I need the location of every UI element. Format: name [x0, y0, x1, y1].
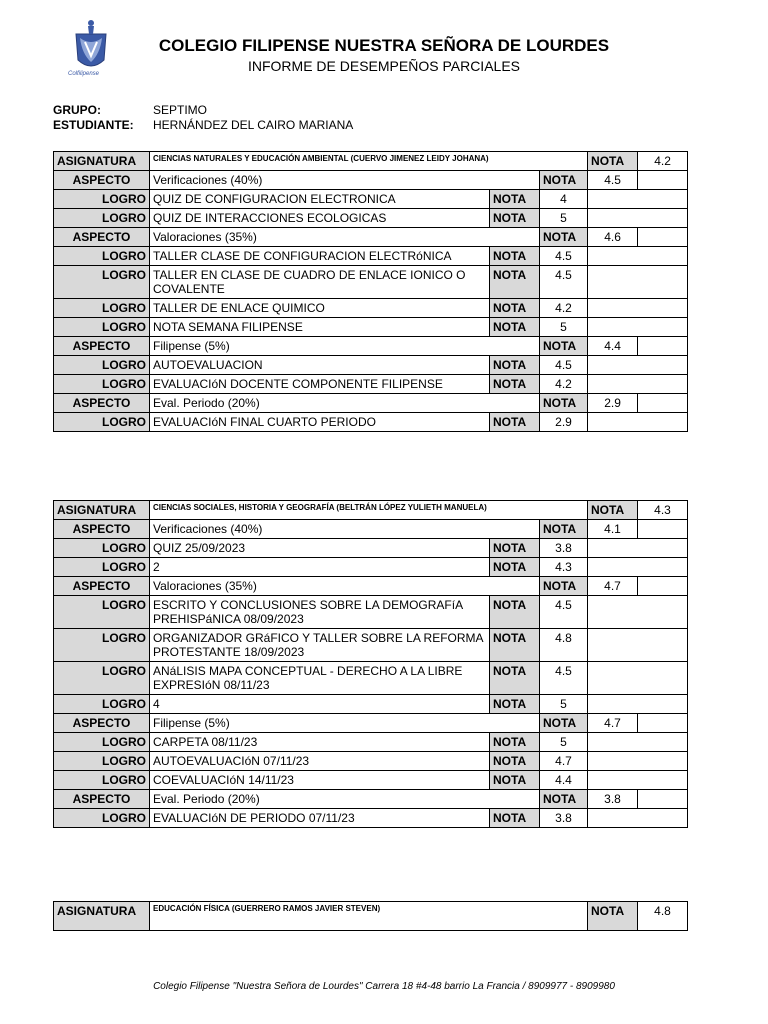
empty-cell — [588, 356, 688, 375]
achievement-grade: 2.9 — [540, 413, 588, 432]
empty-cell — [638, 337, 688, 356]
logro-label: LOGRO — [54, 733, 150, 752]
achievement-grade: 5 — [540, 209, 588, 228]
achievement-nota-label: NOTA — [490, 596, 540, 629]
empty-cell — [588, 695, 688, 714]
aspecto-label: ASPECTO — [54, 714, 150, 733]
achievement-grade: 5 — [540, 318, 588, 337]
aspect-grade: 4.1 — [588, 520, 638, 539]
empty-cell — [638, 228, 688, 247]
subject-name: CIENCIAS NATURALES Y EDUCACIÓN AMBIENTAL (CUERVO JIMENEZ LEIDY JOHANA) — [150, 152, 588, 171]
achievement-grade: 4.5 — [540, 662, 588, 695]
logro-label: LOGRO — [54, 596, 150, 629]
achievement-row — [54, 356, 688, 375]
subject-table — [53, 901, 688, 931]
achievement-grade: 4.5 — [540, 596, 588, 629]
achievement-nota-label: NOTA — [490, 356, 540, 375]
achievement-text: 2 — [150, 558, 490, 577]
logro-label: LOGRO — [54, 413, 150, 432]
achievement-text: 4 — [150, 695, 490, 714]
aspecto-label: ASPECTO — [54, 577, 150, 596]
subject-nota-label: NOTA — [588, 152, 638, 171]
achievement-grade: 4.5 — [540, 356, 588, 375]
empty-cell — [638, 520, 688, 539]
aspect-row — [54, 520, 688, 539]
achievement-row — [54, 209, 688, 228]
aspect-grade: 4.7 — [588, 714, 638, 733]
empty-cell — [588, 266, 688, 299]
empty-cell — [588, 413, 688, 432]
achievement-nota-label: NOTA — [490, 209, 540, 228]
aspecto-label: ASPECTO — [54, 171, 150, 190]
aspecto-label: ASPECTO — [54, 790, 150, 809]
aspect-grade: 4.7 — [588, 577, 638, 596]
achievement-grade: 4.7 — [540, 752, 588, 771]
school-name: COLEGIO FILIPENSE NUESTRA SEÑORA DE LOURDES — [158, 36, 610, 55]
aspect-grade: 4.6 — [588, 228, 638, 247]
empty-cell — [588, 539, 688, 558]
logro-label: LOGRO — [54, 318, 150, 337]
aspect-grade: 3.8 — [588, 790, 638, 809]
achievement-nota-label: NOTA — [490, 375, 540, 394]
achievement-nota-label: NOTA — [490, 413, 540, 432]
logro-label: LOGRO — [54, 375, 150, 394]
achievement-nota-label: NOTA — [490, 809, 540, 828]
subject-header-row — [54, 152, 688, 171]
logro-label: LOGRO — [54, 190, 150, 209]
achievement-text: TALLER DE ENLACE QUIMICO — [150, 299, 490, 318]
aspect-nota-label: NOTA — [540, 520, 588, 539]
empty-cell — [588, 662, 688, 695]
aspect-nota-label: NOTA — [540, 228, 588, 247]
achievement-row — [54, 318, 688, 337]
logro-label: LOGRO — [54, 771, 150, 790]
aspecto-label: ASPECTO — [54, 337, 150, 356]
aspecto-label: ASPECTO — [54, 228, 150, 247]
logro-label: LOGRO — [54, 809, 150, 828]
aspect-name: Valoraciones (35%) — [150, 228, 540, 247]
achievement-grade: 4.5 — [540, 247, 588, 266]
subject-table — [53, 500, 688, 828]
student-label: ESTUDIANTE: — [53, 118, 134, 132]
achievement-row — [54, 596, 688, 629]
subject-grade: 4.8 — [638, 902, 688, 931]
achievement-text: ORGANIZADOR GRáFICO Y TALLER SOBRE LA REFORMA PROTESTANTE 18/09/2023 — [150, 629, 490, 662]
logro-label: LOGRO — [54, 356, 150, 375]
aspect-grade: 2.9 — [588, 394, 638, 413]
achievement-row — [54, 413, 688, 432]
empty-cell — [588, 318, 688, 337]
subject-table — [53, 151, 688, 432]
footer: Colegio Filipense "Nuestra Señora de Lourdes" Carrera 18 #4-48 barrio La Francia / 8909977 - 8909980 — [153, 981, 615, 992]
empty-cell — [638, 790, 688, 809]
aspect-grade: 4.5 — [588, 171, 638, 190]
empty-cell — [588, 209, 688, 228]
achievement-text: TALLER EN CLASE DE CUADRO DE ENLACE IONICO O COVALENTE — [150, 266, 490, 299]
logro-label: LOGRO — [54, 662, 150, 695]
achievement-nota-label: NOTA — [490, 190, 540, 209]
aspect-name: Eval. Periodo (20%) — [150, 394, 540, 413]
achievement-grade: 4.2 — [540, 299, 588, 318]
achievement-text: ANáLISIS MAPA CONCEPTUAL - DERECHO A LA LIBRE EXPRESIóN 08/11/23 — [150, 662, 490, 695]
aspect-nota-label: NOTA — [540, 394, 588, 413]
achievement-row — [54, 266, 688, 299]
achievement-grade: 4 — [540, 190, 588, 209]
logro-label: LOGRO — [54, 299, 150, 318]
aspect-row — [54, 790, 688, 809]
achievement-text: QUIZ DE CONFIGURACION ELECTRONICA — [150, 190, 490, 209]
achievement-row — [54, 247, 688, 266]
achievement-row — [54, 539, 688, 558]
empty-cell — [638, 394, 688, 413]
aspect-row — [54, 577, 688, 596]
logro-label: LOGRO — [54, 558, 150, 577]
aspect-nota-label: NOTA — [540, 714, 588, 733]
subject-header-row — [54, 902, 688, 931]
achievement-row — [54, 771, 688, 790]
group-value: SEPTIMO — [153, 103, 208, 117]
achievement-grade: 3.8 — [540, 809, 588, 828]
empty-cell — [638, 714, 688, 733]
achievement-grade: 4.5 — [540, 266, 588, 299]
aspecto-label: ASPECTO — [54, 520, 150, 539]
subject-nota-label: NOTA — [588, 902, 638, 931]
achievement-row — [54, 558, 688, 577]
empty-cell — [588, 809, 688, 828]
achievement-text: EVALUACIóN DOCENTE COMPONENTE FILIPENSE — [150, 375, 490, 394]
achievement-text: QUIZ DE INTERACCIONES ECOLOGICAS — [150, 209, 490, 228]
achievement-text: QUIZ 25/09/2023 — [150, 539, 490, 558]
logro-label: LOGRO — [54, 695, 150, 714]
aspect-nota-label: NOTA — [540, 337, 588, 356]
achievement-grade: 4.3 — [540, 558, 588, 577]
subject-name: CIENCIAS SOCIALES, HISTORIA Y GEOGRAFÍA (BELTRÁN LÓPEZ YULIETH MANUELA) — [150, 501, 588, 520]
logro-label: LOGRO — [54, 752, 150, 771]
achievement-nota-label: NOTA — [490, 752, 540, 771]
aspecto-label: ASPECTO — [54, 394, 150, 413]
empty-cell — [638, 171, 688, 190]
empty-cell — [638, 577, 688, 596]
achievement-row — [54, 662, 688, 695]
achievement-nota-label: NOTA — [490, 247, 540, 266]
aspect-row — [54, 714, 688, 733]
logro-label: LOGRO — [54, 266, 150, 299]
aspect-name: Verificaciones (40%) — [150, 520, 540, 539]
student-value: HERNÁNDEZ DEL CAIRO MARIANA — [153, 118, 354, 132]
logro-label: LOGRO — [54, 539, 150, 558]
aspect-row — [54, 171, 688, 190]
achievement-nota-label: NOTA — [490, 539, 540, 558]
achievement-row — [54, 375, 688, 394]
asignatura-label: ASIGNATURA — [54, 152, 150, 171]
logo-text: Colfilipense — [68, 71, 100, 77]
achievement-grade: 4.4 — [540, 771, 588, 790]
achievement-row — [54, 190, 688, 209]
subject-name: EDUCACIÓN FÍSICA (GUERRERO RAMOS JAVIER STEVEN) — [150, 902, 588, 931]
achievement-row — [54, 733, 688, 752]
achievement-nota-label: NOTA — [490, 558, 540, 577]
logro-label: LOGRO — [54, 247, 150, 266]
achievement-nota-label: NOTA — [490, 695, 540, 714]
achievement-grade: 3.8 — [540, 539, 588, 558]
empty-cell — [588, 375, 688, 394]
achievement-nota-label: NOTA — [490, 771, 540, 790]
achievement-nota-label: NOTA — [490, 629, 540, 662]
aspect-name: Verificaciones (40%) — [150, 171, 540, 190]
achievement-nota-label: NOTA — [490, 662, 540, 695]
aspect-grade: 4.4 — [588, 337, 638, 356]
empty-cell — [588, 190, 688, 209]
subject-grade: 4.2 — [638, 152, 688, 171]
achievement-grade: 4.8 — [540, 629, 588, 662]
asignatura-label: ASIGNATURA — [54, 902, 150, 931]
achievement-grade: 4.2 — [540, 375, 588, 394]
achievement-row — [54, 695, 688, 714]
achievement-nota-label: NOTA — [490, 266, 540, 299]
achievement-row — [54, 629, 688, 662]
subject-nota-label: NOTA — [588, 501, 638, 520]
report-title: INFORME DE DESEMPEÑOS PARCIALES — [247, 58, 520, 74]
achievement-text: NOTA SEMANA FILIPENSE — [150, 318, 490, 337]
aspect-name: Filipense (5%) — [150, 337, 540, 356]
achievement-text: TALLER CLASE DE CONFIGURACION ELECTRóNICA — [150, 247, 490, 266]
achievement-row — [54, 299, 688, 318]
aspect-row — [54, 337, 688, 356]
subject-grade: 4.3 — [638, 501, 688, 520]
empty-cell — [588, 299, 688, 318]
achievement-row — [54, 752, 688, 771]
achievement-grade: 5 — [540, 733, 588, 752]
aspect-name: Filipense (5%) — [150, 714, 540, 733]
achievement-text: ESCRITO Y CONCLUSIONES SOBRE LA DEMOGRAFíA PREHISPáNICA 08/09/2023 — [150, 596, 490, 629]
achievement-nota-label: NOTA — [490, 299, 540, 318]
empty-cell — [588, 596, 688, 629]
achievement-grade: 5 — [540, 695, 588, 714]
group-label: GRUPO: — [53, 103, 101, 117]
aspect-nota-label: NOTA — [540, 577, 588, 596]
aspect-nota-label: NOTA — [540, 171, 588, 190]
aspect-row — [54, 394, 688, 413]
empty-cell — [588, 733, 688, 752]
achievement-text: CARPETA 08/11/23 — [150, 733, 490, 752]
aspect-name: Eval. Periodo (20%) — [150, 790, 540, 809]
empty-cell — [588, 629, 688, 662]
empty-cell — [588, 752, 688, 771]
empty-cell — [588, 558, 688, 577]
asignatura-label: ASIGNATURA — [54, 501, 150, 520]
achievement-text: AUTOEVALUACION — [150, 356, 490, 375]
aspect-nota-label: NOTA — [540, 790, 588, 809]
empty-cell — [588, 771, 688, 790]
achievement-text: COEVALUACIóN 14/11/23 — [150, 771, 490, 790]
aspect-name: Valoraciones (35%) — [150, 577, 540, 596]
achievement-text: EVALUACIóN FINAL CUARTO PERIODO — [150, 413, 490, 432]
achievement-row — [54, 809, 688, 828]
empty-cell — [588, 247, 688, 266]
aspect-row — [54, 228, 688, 247]
logro-label: LOGRO — [54, 629, 150, 662]
achievement-nota-label: NOTA — [490, 318, 540, 337]
subject-header-row — [54, 501, 688, 520]
achievement-nota-label: NOTA — [490, 733, 540, 752]
achievement-text: AUTOEVALUACIóN 07/11/23 — [150, 752, 490, 771]
achievement-text: EVALUACIóN DE PERIODO 07/11/23 — [150, 809, 490, 828]
logro-label: LOGRO — [54, 209, 150, 228]
